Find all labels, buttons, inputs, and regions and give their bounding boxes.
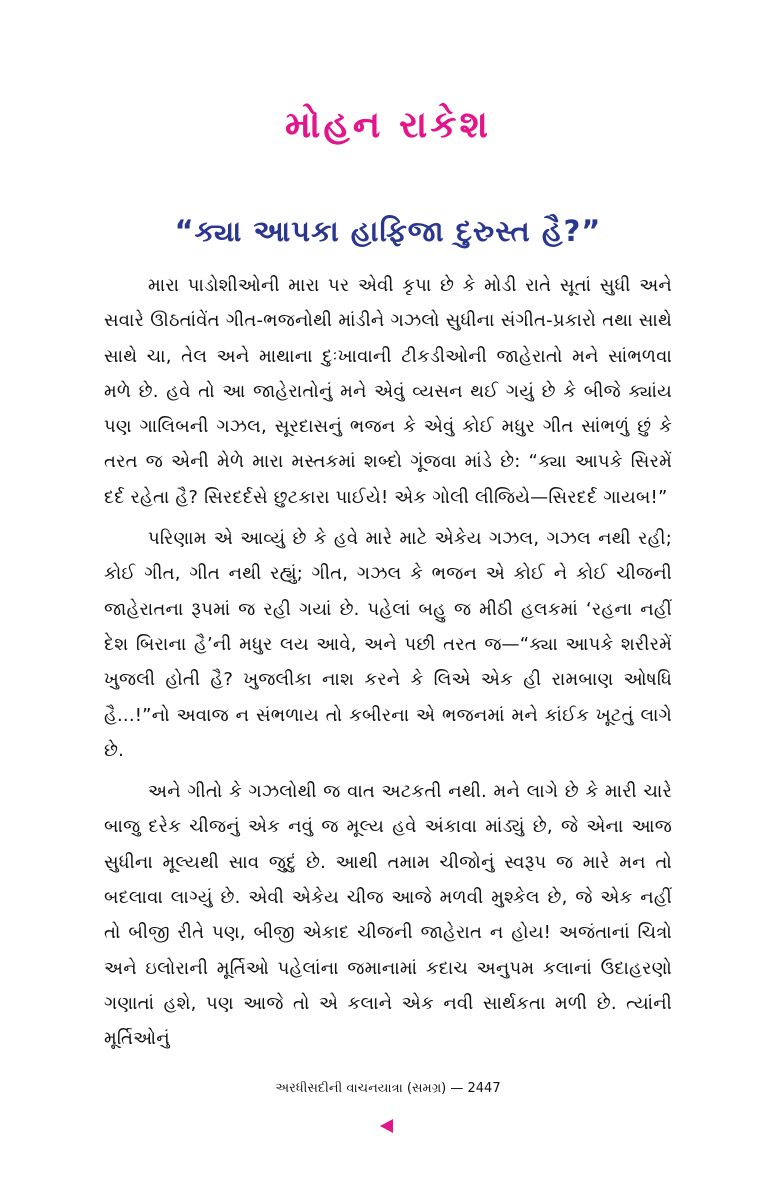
chapter-title: “ક્યા આપકા હાફિજા દુરુસ્ત હૈ?” [174, 214, 602, 248]
body-text [104, 268, 672, 1063]
paragraph-3: અને ગીતો કે ગઝલોથી જ વાત અટકતી નથી. મને લાગે છે કે મારી ચારે બાજુ દરેક ચીજનું એક નવું જ મૂલ્ય હવે અંકાવા માંડ્યું છે, જે એના આજ સુધીના મૂલ્યથી સાવ જુદું છે. આથી તમામ ચીજોનું સ્વરૂપ જ મારે મન તો બદલાવા લાગ્યું છે. એવી એકેય ચીજ આજે મળવી મુશ્કેલ છે, જે એક નહીં તો બીજી રીતે પણ, બીજી એકાદ ચીજની જાહેરાત ન હોય! અજંતાનાં ચિત્રો અને ઇલોરાની મૂર્તિઓ પહેલાંના જમાનામાં કદાચ અનુપમ કલાનાં ઉદાહરણો ગણાતાં હશે, પણ આજે તો એ કલાને એક નવી સાર્થકતા મળી છે. ત્યાંની મૂર્તિઓનું [104, 781, 672, 1050]
paragraph-1: મારા પાડોશીઓની મારા પર એવી કૃપા છે કે મોડી રાતે સૂતાં સુધી અને સવારે ઊઠતાંવેંત ગીત-ભજનોથી માંડીને ગઝલો સુધીના સંગીત-પ્રકારો તથા સાથે સાથે ચા, તેલ અને માથાના દુઃખાવાની ટીકડીઓની જાહેરાતો મને સાંભળવા મળે છે. હવે તો આ જાહેરાતોનું મને એવું વ્યસન થઈ ગયું છે કે બીજે ક્યાંય પણ ગાલિબની ગઝલ, સૂરદાસનું ભજન કે એવું કોઈ મધુર ગીત સાંભળું છું કે તરત જ એની મેળે મારા મસ્તકમાં શબ્દો ગૂંજવા માંડે છે: “ક્યા આપકે સિરમેં દર્દ રહેતા હૈ? સિરદર્દસે છુટકારા પાઈયે! એક ગોલી લીજિયે—સિરદર્દ ગાયબ!” [104, 275, 672, 508]
paragraph-2: પરિણામ એ આવ્યું છે કે હવે મારે માટે એકેય ગઝલ, ગઝલ નથી રહી; કોઈ ગીત, ગીત નથી રહ્યું; ગીત, ગઝલ કે ભજન એ કોઈ ને કોઈ ચીજની જાહેરાતના રૂપમાં જ રહી ગયાં છે. પહેલાં બહુ જ મીઠી હલકમાં ‘રહના નહીં દેશ બિરાના હૈ’ની મધુર લય આવે, અને પછી તરત જ—“ક્યા આપકે શરીરમેં ખુજલી હોતી હૈ? ખુજલીકા નાશ કરને કે લિએ એક હી રામબાણ ઓષધિ હૈ...!”નો અવાજ ન સંભળાય તો કબીરના એ ભજનમાં મને કાંઈક ખૂટતું લાગે છે. [104, 528, 672, 761]
previous-page-arrow-icon[interactable] [380, 1119, 393, 1133]
author-name: મોહન રાકેશ [285, 103, 491, 146]
page-footer: અરધીસદીની વાચનયાત્રા (સમગ્ર) — 2447 [275, 1081, 501, 1096]
